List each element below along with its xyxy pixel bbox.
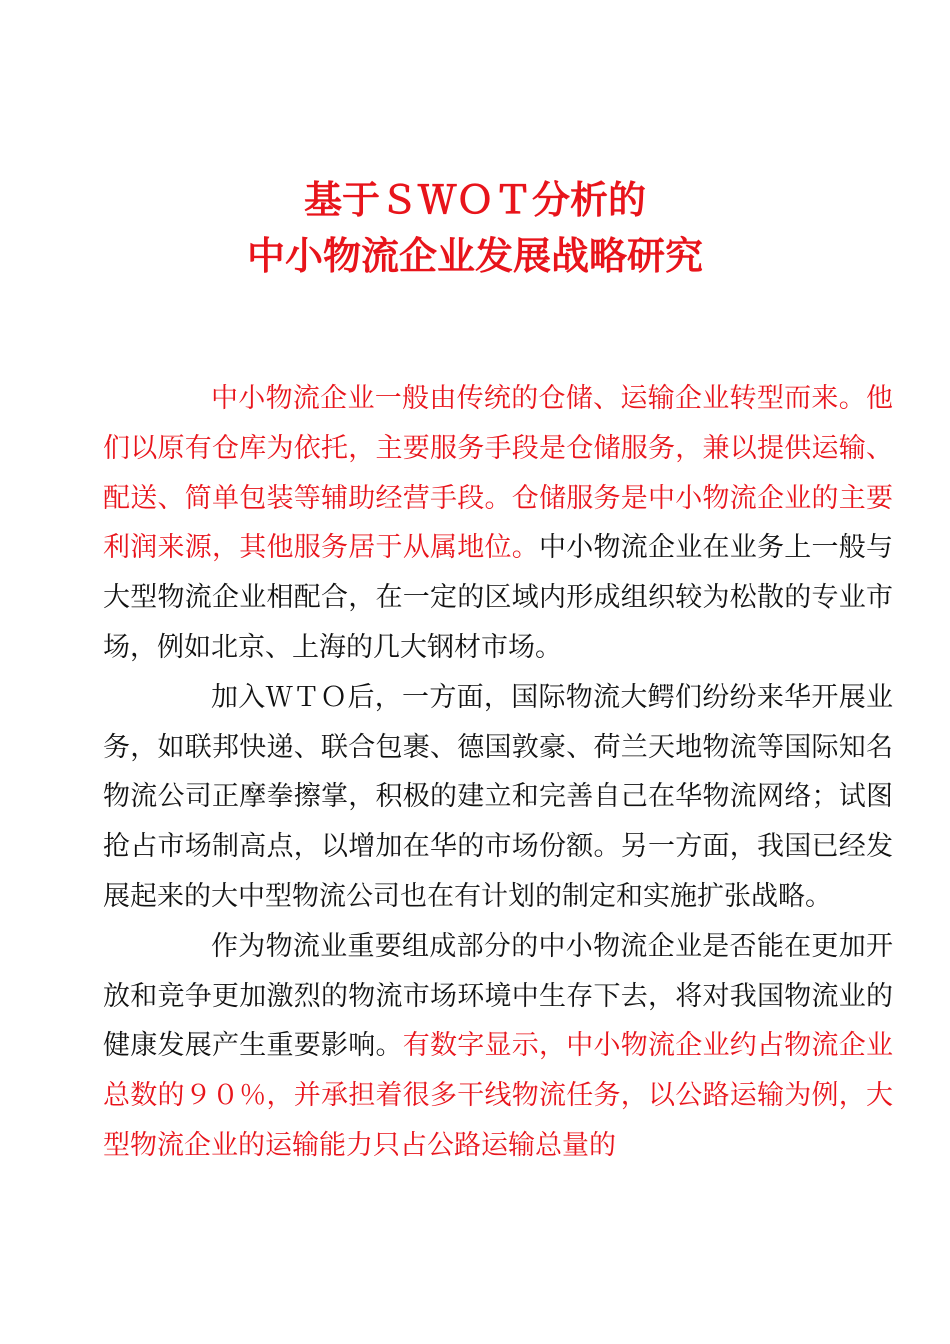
paragraph-2 bbox=[103, 673, 893, 922]
title-line-1: 基于ＳＷＯＴ分析的 bbox=[303, 178, 646, 222]
paragraph-2-segment-1: 加入ＷＴＯ后，一方面，国际物流大鳄们纷纷来华开展业务，如联邦快递、联合包裹、德国敦豪、荷兰天地物流等国际知名物流公司正摩拳擦掌，积极的建立和完善自己在华物流网络；试图抢占市场制高点，以增加在华的市场份额。另一方面，我国已经发展起来的大中型物流公司也在有计划的制定和实施扩张战略。 bbox=[103, 681, 893, 912]
title-line-2: 中小物流企业发展战略研究 bbox=[246, 234, 703, 278]
paragraph-1 bbox=[103, 374, 893, 673]
paragraph-3 bbox=[103, 922, 893, 1171]
paragraph-3-segment-1: 作为物流业重要组成部分的中小物流企业是否能在更加开放和竞争更加激烈的物流市场环境中生存下去，将对我国物流业的健康发展产生重要影响。 bbox=[103, 930, 893, 1062]
document-body bbox=[103, 374, 893, 1171]
paragraph-1-segment-1: 中小物流企业一般由传统的仓储、运输企业转型而来。他们以原有仓库为依托，主要服务手段是仓储服务，兼以提供运输、配送、简单包装等辅助经营手段。仓储服务是中小物流企业的主要利润来源，其他服务居于从属地位。 bbox=[103, 383, 893, 564]
paragraph-1-segment-2: 中小物流企业在业务上一般与大型物流企业相配合，在一定的区域内形成组织较为松散的专业市场，例如北京、上海的几大钢材市场。 bbox=[103, 532, 893, 663]
paragraph-3-segment-2: 有数字显示，中小物流企业约占物流企业总数的９０％，并承担着很多干线物流任务，以公路运输为例，大型物流企业的运输能力只占公路运输总量的 bbox=[103, 1030, 893, 1161]
document-title bbox=[0, 172, 950, 284]
